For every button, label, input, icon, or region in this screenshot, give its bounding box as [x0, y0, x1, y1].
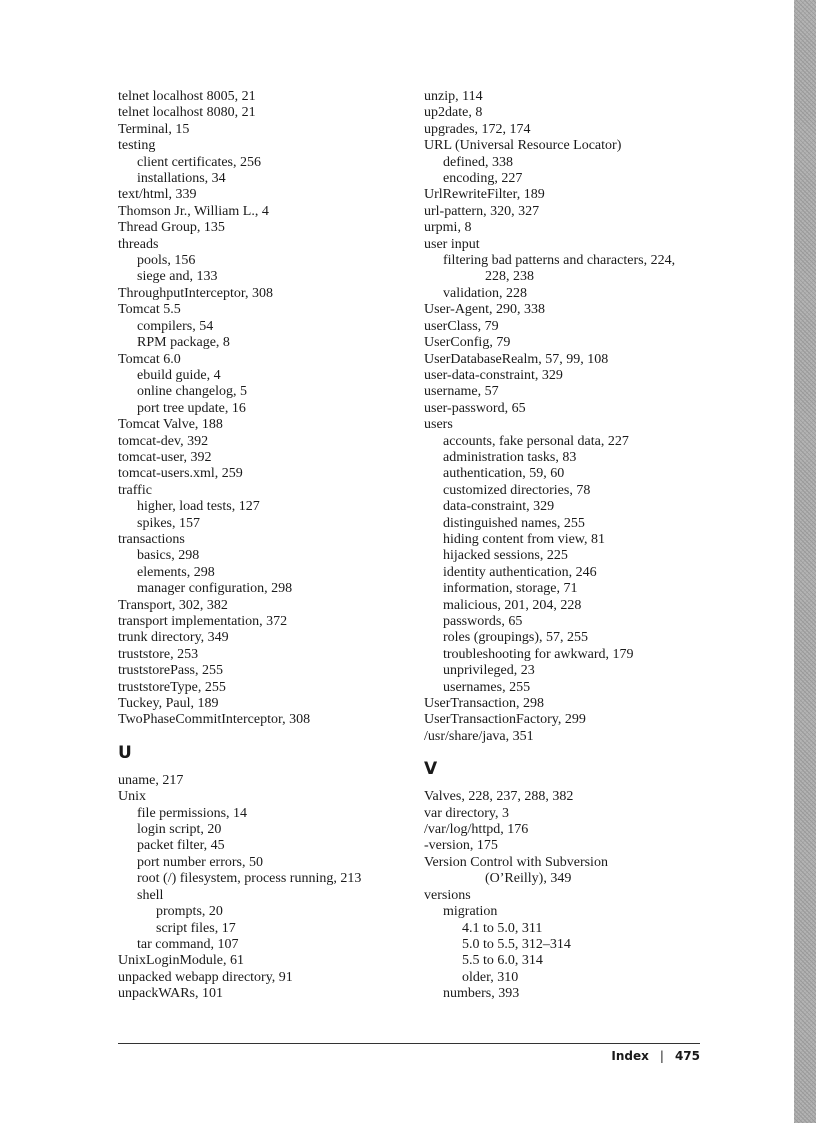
- index-subentry: higher, load tests, 127: [137, 499, 260, 515]
- index-subentry: filtering bad patterns and characters, 224,: [443, 253, 676, 269]
- index-subentry: administration tasks, 83: [443, 449, 577, 465]
- index-entry: UserDatabaseRealm, 57, 99, 108: [424, 351, 609, 367]
- index-subentry: tar command, 107: [137, 936, 239, 952]
- index-entry: var directory, 3: [424, 805, 509, 821]
- index-entry: UrlRewriteFilter, 189: [424, 187, 545, 203]
- index-subentry: root (/) filesystem, process running, 213: [137, 871, 362, 887]
- index-subentry: usernames, 255: [443, 679, 531, 695]
- index-subentry: 4.1 to 5.0, 311: [462, 920, 543, 936]
- index-subentry: online changelog, 5: [137, 384, 248, 400]
- index-subentry: 5.0 to 5.5, 312–314: [462, 936, 571, 952]
- index-entry: truststorePass, 255: [118, 663, 223, 679]
- index-entry: userClass, 79: [424, 318, 499, 334]
- index-entry: TwoPhaseCommitInterceptor, 308: [118, 712, 311, 728]
- index-subentry: migration: [443, 904, 498, 920]
- index-entry: users: [424, 417, 453, 433]
- index-entry: threads: [118, 236, 159, 252]
- index-entry: ThroughputInterceptor, 308: [118, 285, 273, 301]
- index-subentry: prompts, 20: [156, 904, 223, 920]
- index-subentry: spikes, 157: [137, 515, 200, 531]
- index-subentry: manager configuration, 298: [137, 581, 293, 597]
- index-subentry: numbers, 393: [443, 986, 520, 1002]
- index-subentry: customized directories, 78: [443, 482, 591, 498]
- index-entry: user-password, 65: [424, 400, 526, 416]
- index-entry: Tomcat 6.0: [118, 351, 181, 367]
- index-column-right: [424, 89, 714, 1003]
- index-entry: Version Control with Subversion: [424, 854, 608, 870]
- index-entry: truststore, 253: [118, 646, 199, 662]
- index-entry: Valves, 228, 237, 288, 382: [424, 789, 574, 805]
- index-subentry: hijacked sessions, 225: [443, 548, 568, 564]
- footer-rule: [118, 1043, 700, 1044]
- index-subentry: older, 310: [462, 969, 519, 985]
- index-entry: unzip, 114: [424, 89, 483, 104]
- index-subentry: identity authentication, 246: [443, 564, 597, 580]
- index-subentry: information, storage, 71: [443, 581, 578, 597]
- index-entry: telnet localhost 8080, 21: [118, 105, 256, 121]
- index-subentry: accounts, fake personal data, 227: [443, 433, 629, 449]
- index-entry-continuation: 228, 238: [485, 269, 534, 285]
- index-entry: User-Agent, 290, 338: [424, 302, 546, 318]
- index-entry: URL (Universal Resource Locator): [424, 138, 622, 154]
- index-subentry: hiding content from view, 81: [443, 531, 606, 547]
- index-entry: -version, 175: [424, 838, 498, 854]
- index-subentry: script files, 17: [156, 920, 236, 936]
- index-subentry: troubleshooting for awkward, 179: [443, 646, 634, 662]
- index-entry: Thomson Jr., William L., 4: [118, 203, 269, 219]
- index-column-left: [118, 89, 408, 1003]
- index-subentry: compilers, 54: [137, 318, 214, 334]
- index-subentry: packet filter, 45: [137, 838, 225, 854]
- index-entry: UserTransaction, 298: [424, 696, 545, 712]
- index-entry: versions: [424, 887, 471, 903]
- index-entry: UserConfig, 79: [424, 335, 511, 351]
- index-entry: uname, 217: [118, 772, 184, 788]
- section-heading: U: [118, 742, 132, 763]
- index-entry: tomcat-user, 392: [118, 449, 212, 465]
- index-entry: traffic: [118, 482, 152, 498]
- index-entry: user input: [424, 236, 480, 252]
- index-subentry: elements, 298: [137, 564, 215, 580]
- index-subentry: client certificates, 256: [137, 154, 261, 170]
- index-entry: /var/log/httpd, 176: [424, 822, 529, 838]
- index-subentry: RPM package, 8: [137, 335, 230, 351]
- index-subentry: 5.5 to 6.0, 314: [462, 953, 543, 969]
- index-entry: trunk directory, 349: [118, 630, 229, 646]
- index-entry: user-data-constraint, 329: [424, 367, 563, 383]
- page-edge-strip: [794, 0, 816, 1123]
- index-subentry: encoding, 227: [443, 171, 523, 187]
- index-subentry: authentication, 59, 60: [443, 466, 565, 482]
- index-subentry: unprivileged, 23: [443, 663, 535, 679]
- index-entry: UserTransactionFactory, 299: [424, 712, 586, 728]
- index-entry: /usr/share/java, 351: [424, 728, 534, 744]
- index-entry: Thread Group, 135: [118, 220, 225, 236]
- index-entry: telnet localhost 8005, 21: [118, 89, 256, 104]
- index-subentry: passwords, 65: [443, 614, 523, 629]
- index-entry: text/html, 339: [118, 187, 197, 203]
- index-entry: unpacked webapp directory, 91: [118, 969, 293, 985]
- index-entry: Unix: [118, 789, 146, 805]
- index-entry: truststoreType, 255: [118, 679, 226, 695]
- index-subentry: defined, 338: [443, 154, 513, 170]
- index-entry: url-pattern, 320, 327: [424, 203, 540, 219]
- index-subentry: distinguished names, 255: [443, 515, 585, 531]
- index-entry: urpmi, 8: [424, 220, 472, 236]
- index-entry: tomcat-dev, 392: [118, 433, 209, 449]
- index-entry: testing: [118, 138, 156, 154]
- footer-separator: |: [659, 1049, 664, 1063]
- index-entry: tomcat-users.xml, 259: [118, 466, 243, 482]
- page-number: 475: [674, 1049, 700, 1063]
- index-subentry: roles (groupings), 57, 255: [443, 630, 589, 646]
- index-subentry: malicious, 201, 204, 228: [443, 597, 582, 613]
- index-subentry: port tree update, 16: [137, 400, 246, 416]
- index-subentry: shell: [137, 887, 164, 903]
- index-entry: UnixLoginModule, 61: [118, 953, 244, 969]
- index-entry-continuation: (O’Reilly), 349: [485, 871, 572, 887]
- index-subentry: pools, 156: [137, 253, 196, 269]
- index-entry: Transport, 302, 382: [118, 597, 228, 613]
- index-entry: up2date, 8: [424, 105, 483, 121]
- index-subentry: basics, 298: [137, 548, 200, 564]
- index-entry: transactions: [118, 531, 185, 547]
- index-entry: Tomcat 5.5: [118, 302, 181, 318]
- index-entry: transport implementation, 372: [118, 614, 288, 629]
- index-entry: unpackWARs, 101: [118, 986, 223, 1002]
- index-subentry: data-constraint, 329: [443, 499, 555, 515]
- index-entry: upgrades, 172, 174: [424, 121, 531, 137]
- page-footer: [611, 1048, 700, 1064]
- index-subentry: siege and, 133: [137, 269, 218, 285]
- index-entry: username, 57: [424, 384, 499, 400]
- index-subentry: file permissions, 14: [137, 805, 248, 821]
- index-subentry: login script, 20: [137, 822, 222, 838]
- index-subentry: ebuild guide, 4: [137, 367, 221, 383]
- index-entry: Tomcat Valve, 188: [118, 417, 223, 433]
- index-subentry: installations, 34: [137, 171, 226, 187]
- index-subentry: port number errors, 50: [137, 854, 263, 870]
- footer-section-label: Index: [611, 1049, 649, 1063]
- index-entry: Tuckey, Paul, 189: [118, 696, 219, 712]
- index-entry: Terminal, 15: [118, 121, 190, 137]
- index-subentry: validation, 228: [443, 285, 527, 301]
- section-heading: V: [424, 759, 438, 780]
